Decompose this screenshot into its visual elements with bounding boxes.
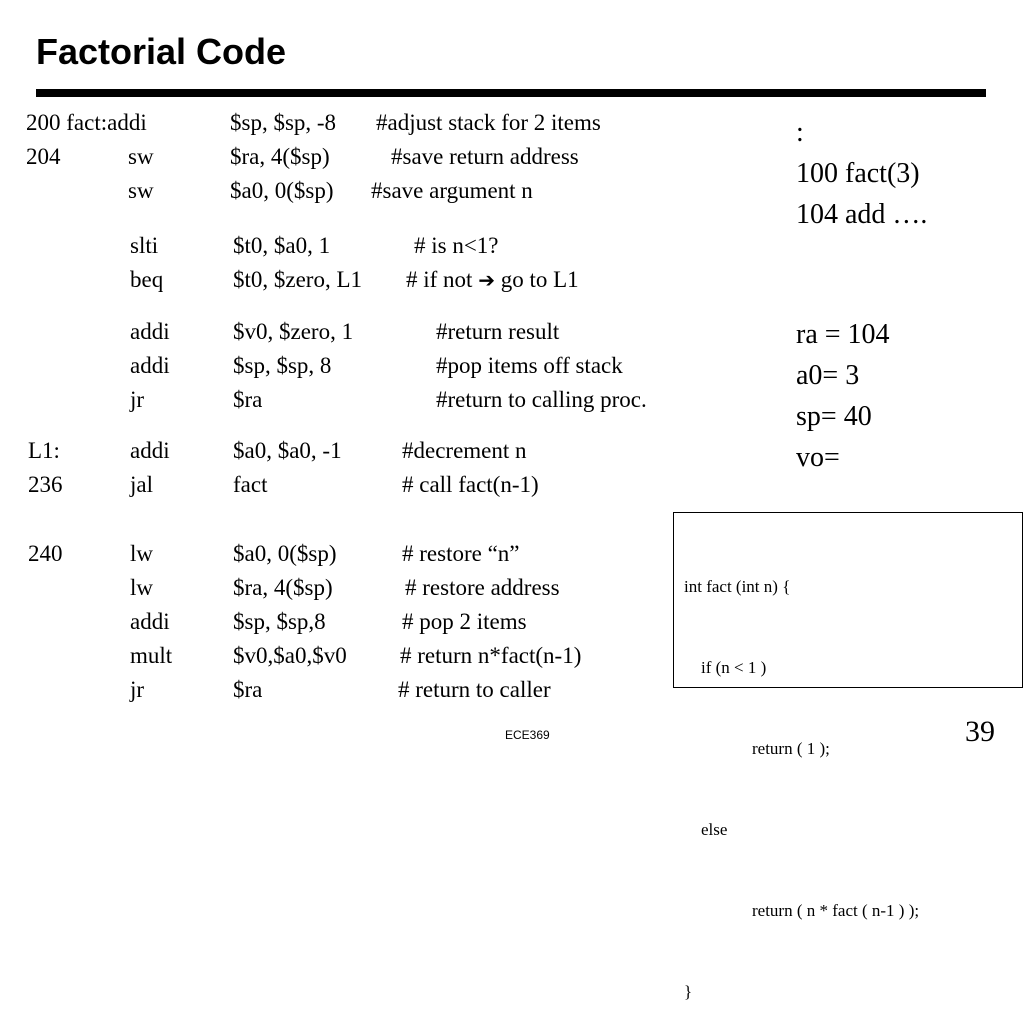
page-title: Factorial Code — [36, 31, 287, 72]
c-code-line: return ( 1 ); — [684, 739, 830, 758]
register-line: ra = 104 — [796, 319, 890, 350]
c-code-line: int fact (int n) { — [684, 577, 791, 596]
asm-args: fact — [233, 472, 268, 497]
asm-args: $ra, 4($sp) — [233, 575, 333, 600]
register-line: sp= 40 — [796, 401, 872, 432]
c-code-line: } — [684, 982, 693, 1001]
asm-comment: # restore address — [405, 575, 560, 600]
c-code-line: else — [684, 820, 728, 839]
asm-label: 240 — [28, 541, 63, 566]
asm-args: $ra — [233, 677, 263, 702]
asm-comment: # call fact(n-1) — [402, 472, 539, 497]
asm-label: L1: — [28, 438, 60, 463]
asm-comment: # return to caller — [398, 677, 551, 702]
asm-label: 204 — [26, 144, 61, 169]
asm-comment: # return n*fact(n-1) — [400, 643, 582, 668]
asm-op: lw — [130, 541, 153, 566]
asm-op: jal — [130, 472, 153, 497]
asm-comment — [406, 263, 579, 297]
asm-comment: #return result — [436, 319, 560, 344]
asm-args: $t0, $zero, L1 — [233, 267, 363, 292]
asm-comment: #adjust stack for 2 items — [376, 110, 601, 135]
asm-comment: #save argument n — [371, 178, 533, 203]
asm-op: addi — [130, 353, 170, 378]
asm-args: $ra — [233, 387, 263, 412]
asm-op: beq — [130, 267, 164, 292]
asm-comment: #pop items off stack — [436, 353, 623, 378]
asm-op: mult — [130, 643, 173, 668]
asm-label: 236 — [28, 472, 63, 497]
note-line: : — [796, 117, 804, 148]
asm-comment: #return to calling proc. — [436, 387, 647, 412]
register-notes — [796, 314, 890, 478]
title-rule — [36, 89, 986, 97]
asm-op: addi — [130, 609, 170, 634]
right-arrow-icon: ➔ — [478, 268, 495, 292]
asm-op: addi — [130, 438, 170, 463]
note-line: 104 add …. — [796, 199, 928, 230]
asm-args: $sp, $sp, -8 — [230, 110, 337, 135]
asm-args: $v0, $zero, 1 — [233, 319, 354, 344]
asm-args: $sp, $sp,8 — [233, 609, 326, 634]
asm-args: $a0, 0($sp) — [230, 178, 334, 203]
call-notes — [796, 112, 927, 235]
asm-args: $a0, $a0, -1 — [233, 438, 342, 463]
register-line: vo= — [796, 442, 840, 473]
asm-args: $a0, 0($sp) — [233, 541, 337, 566]
asm-args: $ra, 4($sp) — [230, 144, 330, 169]
asm-op: jr — [130, 677, 145, 702]
asm-op: jr — [130, 387, 145, 412]
asm-args: $t0, $a0, 1 — [233, 233, 331, 258]
asm-comment: # pop 2 items — [402, 609, 527, 634]
asm-op: slti — [130, 233, 159, 258]
asm-comment: # is n<1? — [414, 233, 499, 258]
note-line: 100 fact(3) — [796, 158, 920, 189]
c-code-line: return ( n * fact ( n-1 ) ); — [684, 901, 920, 920]
comment-suffix: go to L1 — [500, 267, 579, 292]
asm-op: sw — [128, 144, 154, 169]
c-code-line: if (n < 1 ) — [684, 658, 767, 677]
asm-comment: # restore “n” — [402, 541, 520, 566]
asm-args: $sp, $sp, 8 — [233, 353, 332, 378]
asm-op: addi — [130, 319, 170, 344]
asm-args: $v0,$a0,$v0 — [233, 643, 347, 668]
asm-comment: #save return address — [391, 144, 579, 169]
asm-op: sw — [128, 178, 154, 203]
comment-prefix: # if not — [406, 267, 473, 292]
asm-label: 200 fact:addi — [26, 110, 147, 135]
asm-op: lw — [130, 575, 153, 600]
asm-comment: #decrement n — [402, 438, 527, 463]
footer-course: ECE369 — [505, 728, 550, 742]
page-number: 39 — [965, 715, 995, 748]
register-line: a0= 3 — [796, 360, 860, 391]
